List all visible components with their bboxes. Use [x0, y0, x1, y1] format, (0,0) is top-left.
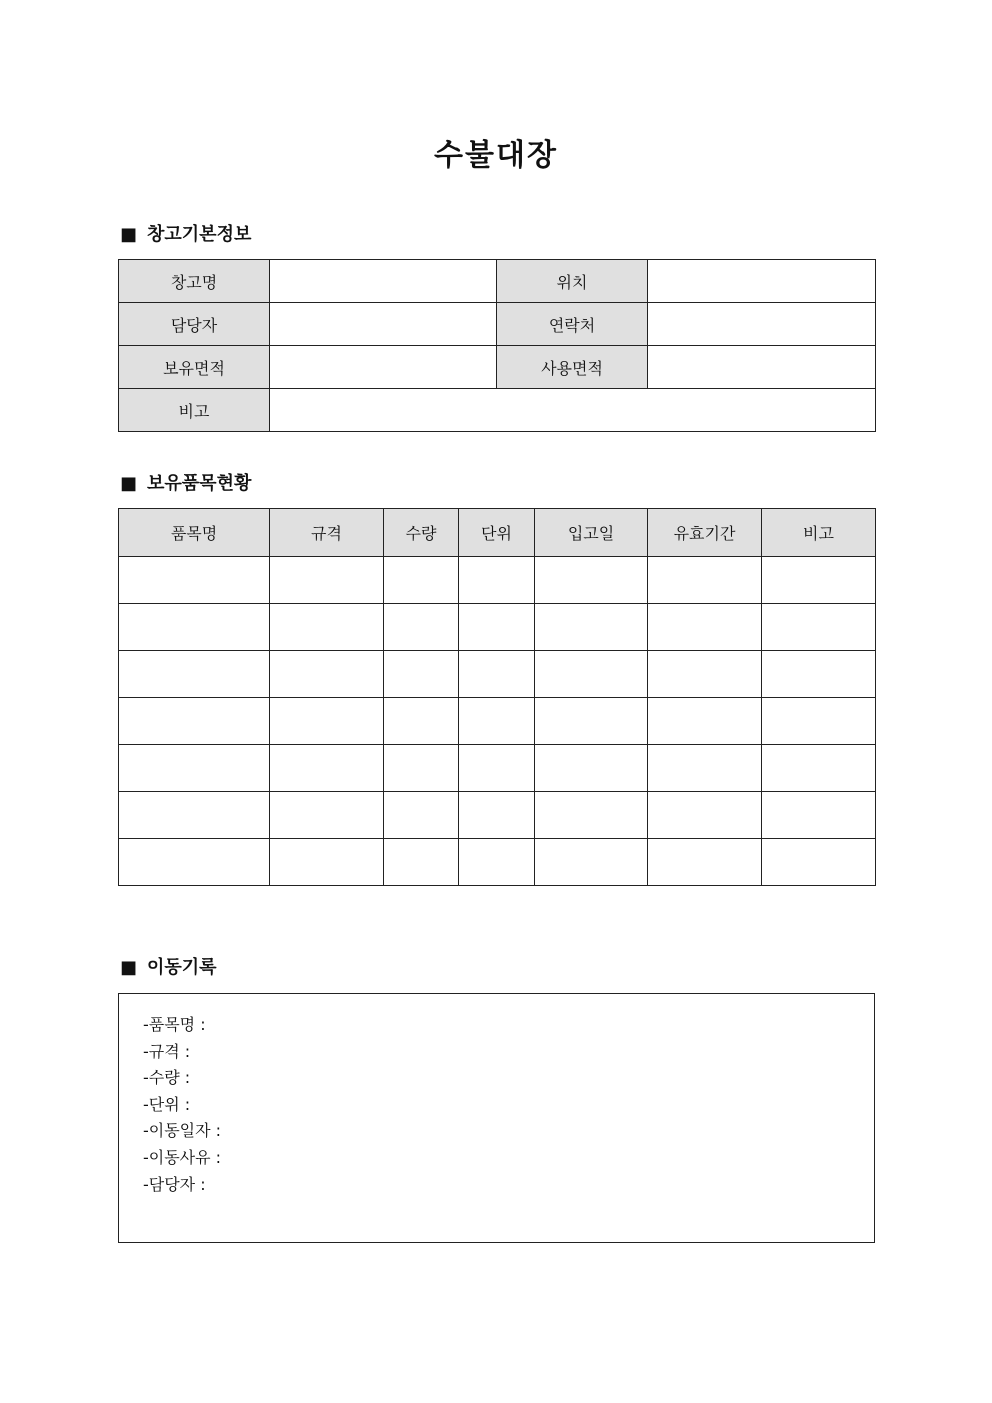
page-title: 수불대장 [434, 138, 558, 173]
table-cell[interactable] [119, 792, 270, 839]
column-header-spec: 규격 [270, 509, 384, 557]
field-warehouse-name[interactable] [270, 260, 497, 303]
record-line-move-date: -이동일자 : [143, 1121, 222, 1141]
column-header-remarks: 비고 [762, 509, 876, 557]
table-row [119, 698, 876, 745]
section-title-info: 창고기본정보 [147, 224, 252, 245]
label-owned-area: 보유면적 [119, 346, 270, 389]
field-manager[interactable] [270, 303, 497, 346]
items-table [118, 508, 876, 886]
table-cell[interactable] [535, 651, 648, 698]
record-line-spec: -규격 : [143, 1041, 191, 1061]
table-cell[interactable] [459, 604, 535, 651]
table-cell[interactable] [459, 651, 535, 698]
table-cell[interactable] [270, 745, 384, 792]
table-cell[interactable] [535, 557, 648, 604]
table-cell[interactable] [648, 698, 762, 745]
table-cell[interactable] [270, 604, 384, 651]
table-cell[interactable] [384, 745, 459, 792]
table-cell[interactable] [270, 792, 384, 839]
table-cell[interactable] [459, 745, 535, 792]
table-cell[interactable] [384, 792, 459, 839]
movement-record-lines [143, 1012, 221, 1198]
field-contact[interactable] [648, 303, 876, 346]
table-cell[interactable] [119, 839, 270, 886]
section-title-movement: 이동기록 [147, 957, 217, 978]
record-line-unit: -단위 : [143, 1094, 191, 1114]
field-owned-area[interactable] [270, 346, 497, 389]
section-title-items: 보유품목현황 [147, 473, 252, 494]
table-cell[interactable] [459, 839, 535, 886]
label-location: 위치 [497, 260, 648, 303]
column-header-expiry: 유효기간 [648, 509, 762, 557]
section-heading-movement [120, 955, 217, 981]
table-row [119, 557, 876, 604]
square-bullet-icon: ■ [120, 473, 138, 494]
table-cell[interactable] [459, 557, 535, 604]
column-header-item-name: 품목명 [119, 509, 270, 557]
table-cell[interactable] [535, 698, 648, 745]
table-cell[interactable] [762, 557, 876, 604]
table-cell[interactable] [384, 698, 459, 745]
table-cell[interactable] [119, 557, 270, 604]
table-cell[interactable] [270, 651, 384, 698]
movement-record-box[interactable] [118, 993, 875, 1243]
record-line-manager: -담당자 : [143, 1174, 206, 1194]
label-warehouse-name: 창고명 [119, 260, 270, 303]
table-cell[interactable] [119, 604, 270, 651]
table-cell[interactable] [535, 745, 648, 792]
table-row [119, 745, 876, 792]
column-header-unit: 단위 [459, 509, 535, 557]
record-line-quantity: -수량 : [143, 1068, 191, 1088]
record-line-move-reason: -이동사유 : [143, 1147, 222, 1167]
table-cell[interactable] [648, 745, 762, 792]
table-cell[interactable] [270, 698, 384, 745]
square-bullet-icon: ■ [120, 957, 138, 978]
section-heading-items [120, 471, 251, 497]
table-cell[interactable] [648, 557, 762, 604]
label-used-area: 사용면적 [497, 346, 648, 389]
table-cell[interactable] [648, 839, 762, 886]
table-cell[interactable] [648, 604, 762, 651]
field-remarks[interactable] [270, 389, 876, 432]
table-cell[interactable] [270, 557, 384, 604]
field-used-area[interactable] [648, 346, 876, 389]
table-cell[interactable] [535, 604, 648, 651]
table-cell[interactable] [648, 651, 762, 698]
table-cell[interactable] [119, 651, 270, 698]
field-location[interactable] [648, 260, 876, 303]
table-cell[interactable] [270, 839, 384, 886]
table-cell[interactable] [384, 651, 459, 698]
table-cell[interactable] [762, 698, 876, 745]
label-remarks: 비고 [119, 389, 270, 432]
table-row [119, 839, 876, 886]
table-cell[interactable] [384, 604, 459, 651]
label-contact: 연락처 [497, 303, 648, 346]
table-cell[interactable] [762, 745, 876, 792]
table-cell[interactable] [384, 839, 459, 886]
table-cell[interactable] [762, 604, 876, 651]
table-cell[interactable] [384, 557, 459, 604]
table-cell[interactable] [648, 792, 762, 839]
section-heading-info [120, 222, 251, 248]
table-cell[interactable] [535, 839, 648, 886]
table-cell[interactable] [459, 792, 535, 839]
table-row [119, 651, 876, 698]
label-manager: 담당자 [119, 303, 270, 346]
table-row [119, 604, 876, 651]
table-row [119, 792, 876, 839]
table-cell[interactable] [119, 745, 270, 792]
table-cell[interactable] [535, 792, 648, 839]
table-cell[interactable] [762, 792, 876, 839]
table-cell[interactable] [762, 839, 876, 886]
table-cell[interactable] [762, 651, 876, 698]
column-header-quantity: 수량 [384, 509, 459, 557]
warehouse-info-table [118, 259, 876, 432]
table-cell[interactable] [459, 698, 535, 745]
square-bullet-icon: ■ [120, 224, 138, 245]
record-line-item-name: -품목명 : [143, 1015, 206, 1034]
column-header-received-date: 입고일 [535, 509, 648, 557]
table-cell[interactable] [119, 698, 270, 745]
